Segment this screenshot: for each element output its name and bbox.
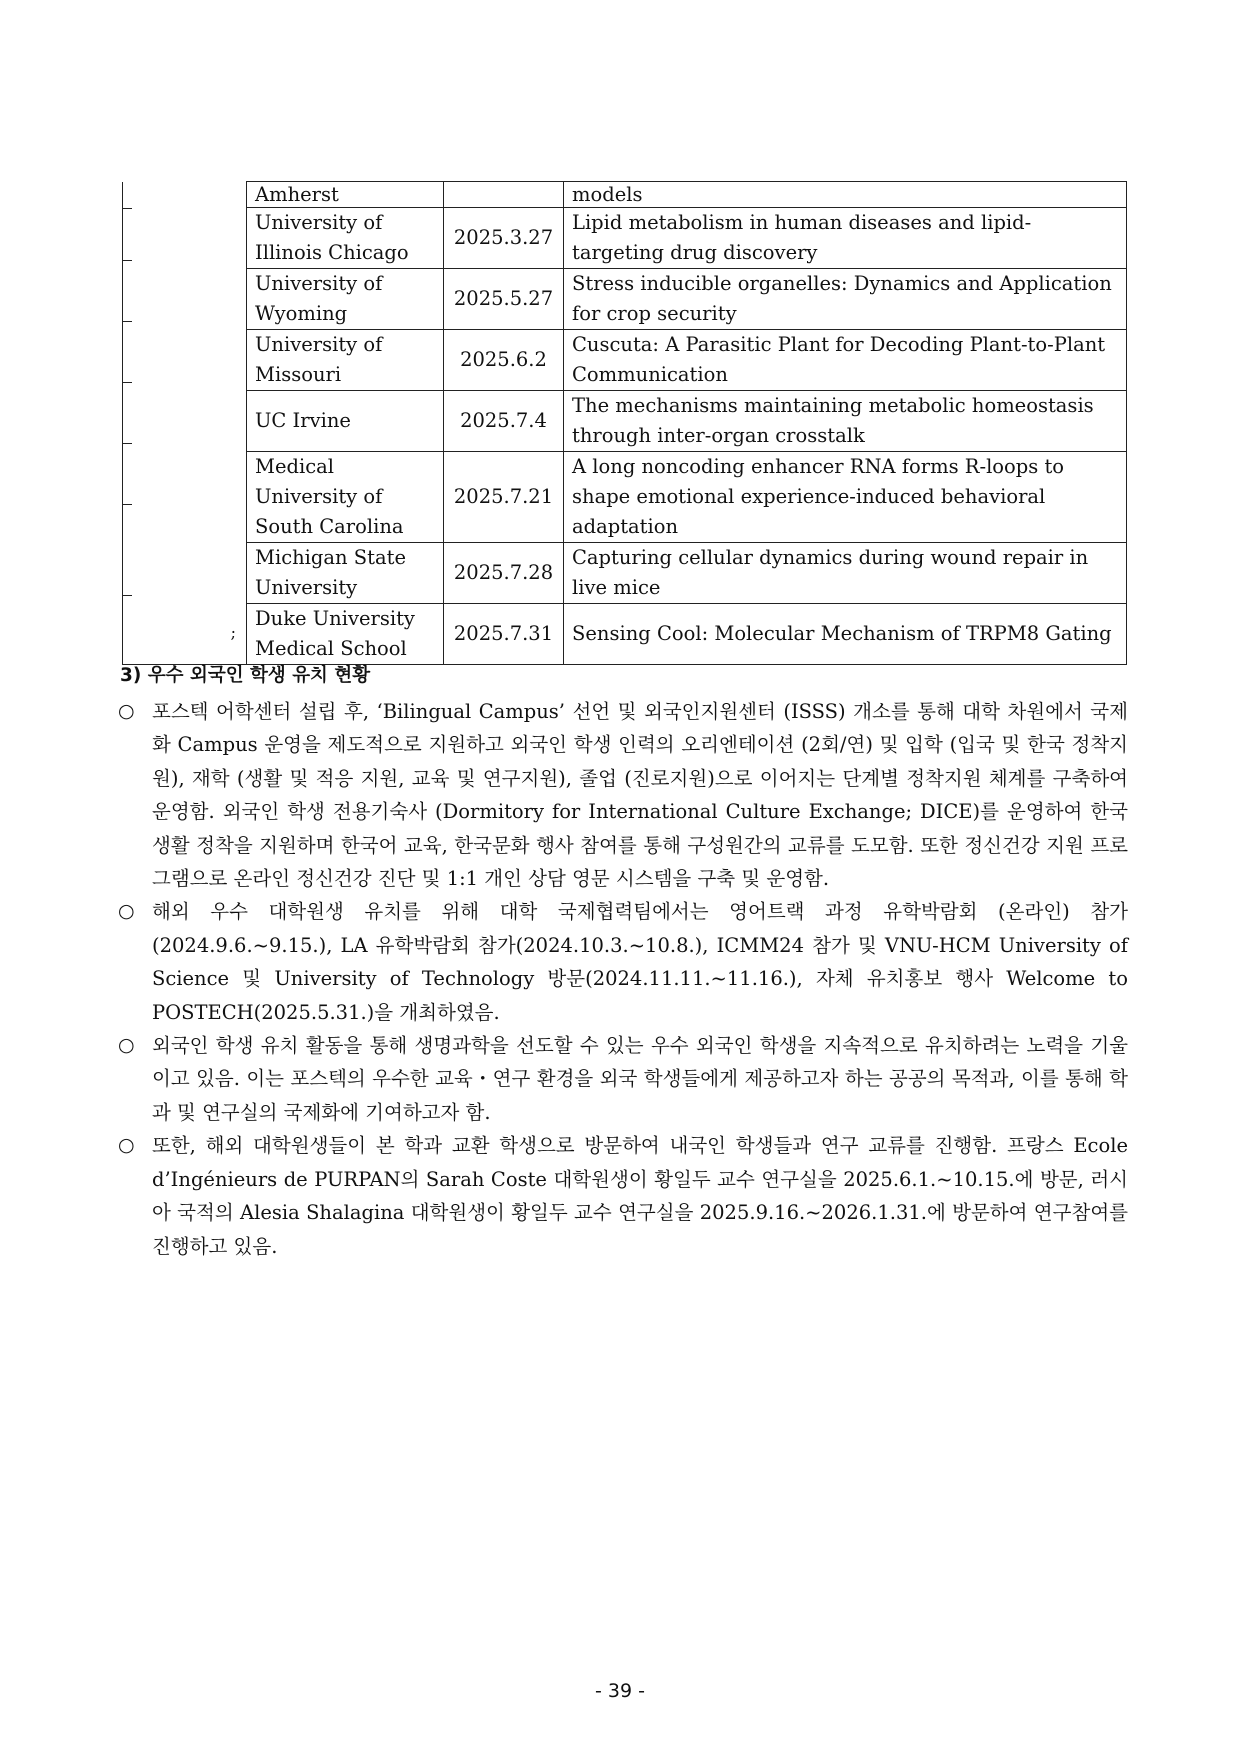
foreign-student-section (118, 661, 1128, 1263)
blank-cell (123, 543, 247, 604)
blank-cell (123, 208, 247, 269)
paragraph (118, 895, 1128, 1029)
title-cell: A long noncoding enhancer RNA forms R-loops to shape emotional experience-induced behavioral adaptation (564, 452, 1127, 543)
table-row (123, 391, 1127, 452)
section-title: 3) 우수 외국인 학생 유치 현황 (120, 665, 371, 686)
title-cell: Lipid metabolism in human diseases and lipid-targeting drug discovery (564, 208, 1127, 269)
institution-cell: Duke University Medical School (247, 604, 444, 665)
paragraph (118, 1029, 1128, 1129)
table-row (123, 604, 1127, 665)
title-cell: The mechanisms maintaining metabolic homeostasis through inter-organ crosstalk (564, 391, 1127, 452)
date-cell: 2025.3.27 (444, 208, 564, 269)
paragraph-text: 해외 우수 대학원생 유치를 위해 대학 국제협력팀에서는 영어트랙 과정 유학박람회 (온라인) 참가 (2024.9.6.~9.15.), LA 유학박람회 참가(2024.10.3.~10.8.), ICMM24 참가 및 VNU-HCM University of Science 및 University of Technology 방문(2024.11.11.~11.16.), 자체 유치홍보 행사 Welcome to POSTECH(2025.5.31.)을 개최하였음. (152, 900, 1128, 1024)
table-row (123, 182, 1127, 208)
row-marker: ; (230, 622, 236, 642)
date-cell: 2025.7.4 (444, 391, 564, 452)
circle-bullet-icon: ○ (118, 1034, 135, 1057)
table-row (123, 452, 1127, 543)
circle-bullet-icon: ○ (118, 900, 135, 923)
institution-cell: Amherst (247, 182, 444, 208)
institution-cell: Medical University of South Carolina (247, 452, 444, 543)
date-cell: 2025.7.31 (444, 604, 564, 665)
institution-cell: Michigan State University (247, 543, 444, 604)
institution-cell: University of Missouri (247, 330, 444, 391)
blank-cell (123, 330, 247, 391)
institution-cell: University of Wyoming (247, 269, 444, 330)
circle-bullet-icon: ○ (118, 1134, 135, 1157)
title-cell: Sensing Cool: Molecular Mechanism of TRPM8 Gating (564, 604, 1127, 665)
date-cell (444, 182, 564, 208)
blank-cell (123, 269, 247, 330)
table-row (123, 269, 1127, 330)
institution-cell: University of Illinois Chicago (247, 208, 444, 269)
table-row (123, 330, 1127, 391)
blank-cell (123, 604, 247, 665)
title-cell: models (564, 182, 1127, 208)
institution-cell: UC Irvine (247, 391, 444, 452)
table-row (123, 543, 1127, 604)
blank-cell (123, 182, 247, 208)
date-cell: 2025.6.2 (444, 330, 564, 391)
blank-cell (123, 391, 247, 452)
date-cell: 2025.7.21 (444, 452, 564, 543)
paragraph-text: 또한, 해외 대학원생들이 본 학과 교환 학생으로 방문하여 내국인 학생들과 연구 교류를 진행함. 프랑스 Ecole d’Ingénieurs de PURPAN의 Sarah Coste 대학원생이 황일두 교수 연구실을 2025.6.1.~10.15.에 방문, 러시아 국적의 Alesia Shalagina 대학원생이 황일두 교수 연구실을 2025.9.16.~2026.1.31.에 방문하여 연구참여를 진행하고 있음. (152, 1134, 1128, 1258)
seminar-table (122, 181, 1127, 665)
title-cell: Capturing cellular dynamics during wound repair in live mice (564, 543, 1127, 604)
circle-bullet-icon: ○ (118, 700, 135, 722)
paragraph (118, 695, 1128, 895)
title-cell: Stress inducible organelles: Dynamics and Application for crop security (564, 269, 1127, 330)
paragraph-text: 포스텍 어학센터 설립 후, ‘Bilingual Campus’ 선언 및 외국인지원센터 (ISSS) 개소를 통해 대학 차원에서 국제화 Campus 운영을 제도적으로 지원하고 외국인 학생 인력의 오리엔테이션 (2회/연) 및 입학 (입국 및 한국 정착지원), 재학 (생활 및 적응 지원, 교육 및 연구지원), 졸업 (진로지원)으로 이어지는 단계별 정착지원 체계를 구축하여 운영함. 외국인 학생 전용기숙사 (Dormitory for International Culture Exchange; DICE)를 운영하여 한국 생활 정착을 지원하며 한국어 교육, 한국문화 행사 참여를 통해 구성원간의 교류를 도모함. 또한 정신건강 지원 프로그램으로 온라인 정신건강 진단 및 1:1 개인 상담 영문 시스템을 구축 및 운영함. (152, 700, 1128, 891)
blank-cell (123, 452, 247, 543)
date-cell: 2025.5.27 (444, 269, 564, 330)
paragraph (118, 1129, 1128, 1263)
table-row (123, 208, 1127, 269)
paragraph-text: 외국인 학생 유치 활동을 통해 생명과학을 선도할 수 있는 우수 외국인 학생을 지속적으로 유치하려는 노력을 기울이고 있음. 이는 포스텍의 우수한 교육・연구 환경을 외국 학생들에게 제공하고자 하는 공공의 목적과, 이를 통해 학과 및 연구실의 국제화에 기여하고자 함. (152, 1034, 1128, 1124)
title-cell: Cuscuta: A Parasitic Plant for Decoding Plant-to-Plant Communication (564, 330, 1127, 391)
page-number: - 39 - (595, 1680, 645, 1702)
date-cell: 2025.7.28 (444, 543, 564, 604)
